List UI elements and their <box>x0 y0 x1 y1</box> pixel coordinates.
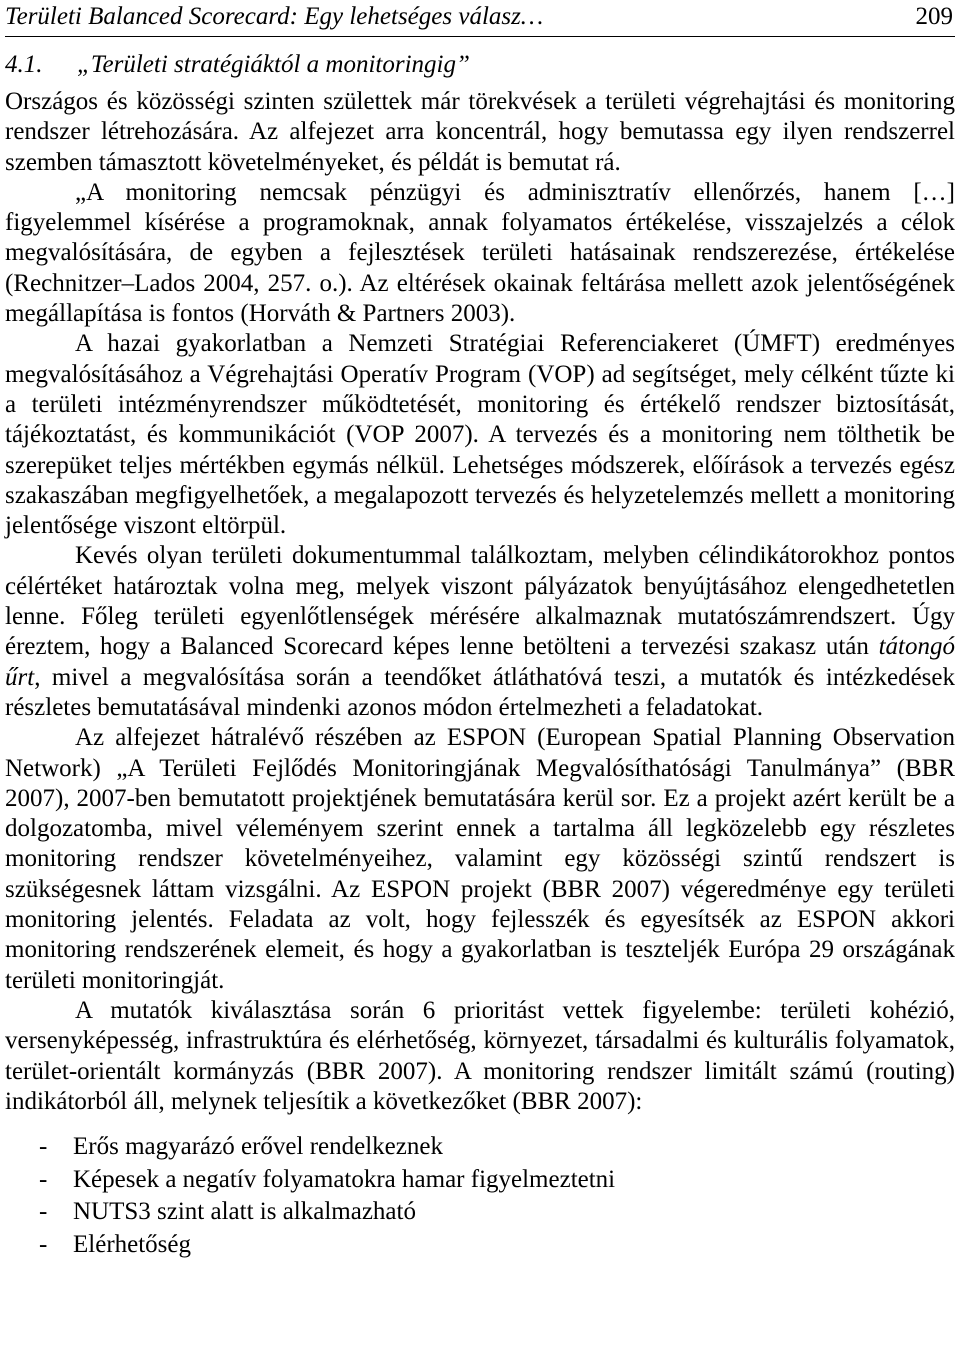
list-item-text: NUTS3 szint alatt is alkalmazható <box>73 1198 416 1226</box>
list-item-text: Elérhetőség <box>73 1230 192 1258</box>
list-item <box>5 1131 955 1164</box>
running-header <box>5 0 955 37</box>
bullet-dash: - <box>39 1165 48 1193</box>
bullet-list <box>5 1131 955 1261</box>
document-page <box>5 0 955 1261</box>
paragraph-6: A mutatók kiválasztása során 6 prioritást vettek figyelembe: területi kohézió, versenyképesség, infrastruktúra és elérhetőség, környezet, társadalmi és kulturális folyamatok, terület-orientált kormányzás (BBR 2007). A monitoring rendszer limitált számú (routing) indikátorból áll, melynek teljesítik a következőket (BBR 2007): <box>5 996 955 1115</box>
paragraph-4 <box>5 541 955 723</box>
paragraph-4-start: Kevés olyan területi dokumentummal találkoztam, melyben célindikátorokhoz pontos célértéket határoztak volna meg, melyek viszont pályázatok benyújtásához elengedhetetlen lenne. Főleg területi egyenlőtlenségek mérésére alkalmaznak mutatószámrendszert. Úgy éreztem, hogy a Balanced Scorecard képes lenne betölteni a tervezési szakasz után <box>5 542 955 661</box>
running-header-title: Területi Balanced Scorecard: Egy lehetséges válasz… <box>5 3 544 30</box>
paragraph-5: Az alfejezet hátralévő részében az ESPON (European Spatial Planning Observation Network) „A Területi Fejlődés Monitoringjának Megvalósíthatósági Tanulmánya” (BBR 2007), 2007-ben bemutatott projektjének bemutatására kerül sor. Ez a projekt azért került be a dolgozatomba, mivel véleményem szerint ennek a tartalma áll legközelebb egy részletes monitoring rendszer követelményeihez, valamint egy közösségi szintű rendszert is szükségesnek láttam vizsgálni. Az ESPON projekt (BBR 2007) végeredménye egy területi monitoring jelentés. Feladata az volt, hogy fejlesszék és egyesítsék az ESPON akkori monitoring rendszerének elemeit, és hogy a gyakorlatban is teszteljék Európa 29 országának területi monitoringját. <box>5 724 955 994</box>
bullet-dash: - <box>39 1230 48 1258</box>
paragraph-4-end: , mivel a megvalósítása során a teendőket átláthatóvá teszi, a mutatók és intézkedések részletes bemutatásával mindenki azonos módon értelmezheti a feladatokat. <box>5 663 955 721</box>
section-number: 4.1. <box>5 51 43 78</box>
paragraph-3: A hazai gyakorlatban a Nemzeti Stratégiai Referenciakeret (ÚMFT) eredményes megvalósításához a Végrehajtási Operatív Program (VOP) ad segítséget, mely célként tűzte ki a területi intézményrendszer működtetését, monitoring és értékelő rendszer biztosítását, tájékoztatást, és kommunikációt (VOP 2007). A tervezés és a monitoring nem tölthetik be szerepüket teljes mértékben egymás nélkül. Lehetséges módszerek, előírások a tervezés egész szakaszában megfigyelhetőek, a megalapozott tervezés és helyzetelemzés mellett a monitoring jelentősége viszont eltörpül. <box>5 330 955 540</box>
paragraph-2: „A monitoring nemcsak pénzügyi és adminisztratív ellenőrzés, hanem […] figyelemmel kísérése a programoknak, annak folyamatos értékelése, visszajelzés a célok megvalósítására, de egyben a fejlesztések területi hatásainak rendszerezése, értékelése (Rechnitzer–Lados 2004, 257. o.). Az eltérések okainak feltárása mellett azok jelentőségének megállapítása is fontos (Horváth & Partners 2003). <box>5 178 955 328</box>
page-number: 209 <box>915 3 953 30</box>
bullet-dash: - <box>39 1198 48 1226</box>
list-item <box>5 1229 955 1262</box>
list-item-text: Erős magyarázó erővel rendelkeznek <box>73 1133 443 1161</box>
body-text <box>5 87 955 1117</box>
section-heading <box>5 49 955 81</box>
bullet-dash: - <box>39 1133 48 1161</box>
paragraph-1: Országos és közösségi szinten születtek már törekvések a területi végrehajtási és monitoring rendszer létrehozására. Az alfejezet arra koncentrál, hogy bemutassa egy ilyen rendszerrel szemben támasztott követelményeket, és példát is bemutat rá. <box>5 88 955 176</box>
list-item-text: Képesek a negatív folyamatokra hamar figyelmeztetni <box>73 1165 616 1193</box>
paragraph-4-italic: tátongó űrt <box>5 633 955 691</box>
list-item <box>5 1196 955 1229</box>
section-title: „Területi stratégiáktól a monitoringig” <box>77 51 470 78</box>
list-item <box>5 1164 955 1197</box>
